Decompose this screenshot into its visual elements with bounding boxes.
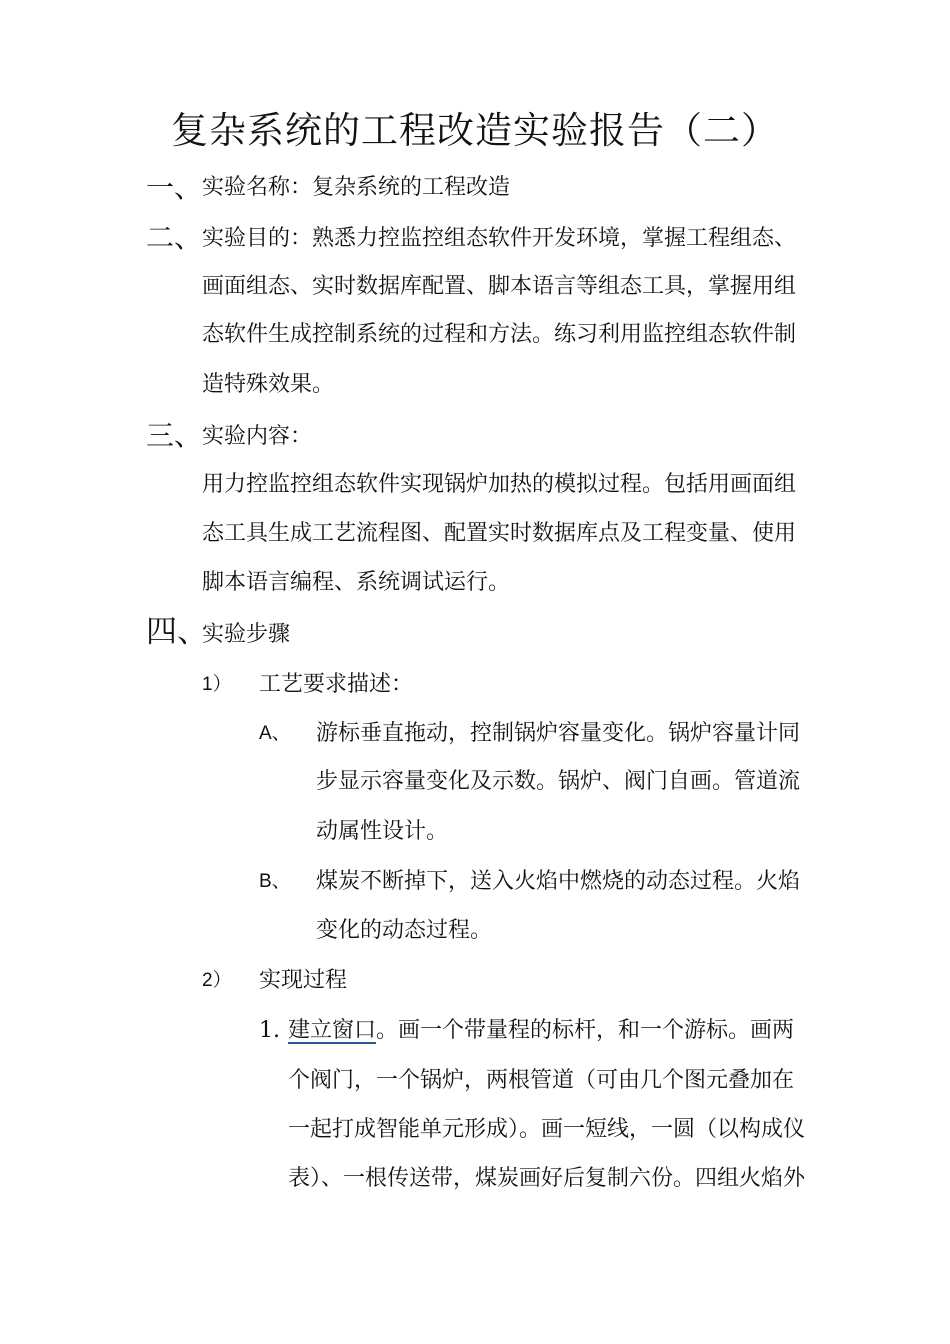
step-2-item-1-first-line [288, 1016, 794, 1046]
item-a-line: 步显示容量变化及示数。锅炉、阀门自画。管道流 [316, 769, 801, 794]
section-3-line: 态工具生成工艺流程图、配置实时数据库点及工程变量、使用 [202, 521, 797, 546]
section-3-number: 三、 [146, 419, 203, 452]
section-1-number: 一、 [146, 171, 203, 204]
item-a-line: 游标垂直拖动，控制锅炉容量变化。锅炉容量计同 [316, 721, 801, 746]
page-title: 复杂系统的工程改造实验报告（二） [171, 109, 779, 152]
step-1-marker: 1） [202, 674, 232, 695]
section-2-line: 实验目的：熟悉力控监控组态软件开发环境，掌握工程组态、 [202, 226, 797, 251]
section-3-line: 脚本语言编程、系统调试运行。 [202, 570, 511, 595]
step-2-item-1-marker: 1. [259, 1018, 280, 1043]
step-2-marker: 2） [202, 970, 232, 991]
section-2-line: 造特殊效果。 [202, 372, 335, 397]
section-2-line: 态软件生成控制系统的过程和方法。练习利用监控组态软件制 [202, 322, 797, 347]
item-b-marker: B、 [259, 871, 291, 892]
section-4-number: 四、 [146, 614, 208, 650]
section-1-text: 实验名称：复杂系统的工程改造 [202, 175, 511, 200]
item-b-line: 变化的动态过程。 [316, 918, 493, 943]
step-2-item-1-first-rest: 。画一个带量程的标杆，和一个游标。画两 [376, 1018, 795, 1043]
step-2-item-1-line: 一起打成智能单元形成）。画一短线，一圆（以构成仪 [288, 1117, 806, 1142]
step-2-item-1-line: 表）、一根传送带，煤炭画好后复制六份。四组火焰外 [288, 1166, 806, 1191]
section-2-number: 二、 [146, 221, 203, 254]
item-a-line: 动属性设计。 [316, 819, 449, 844]
item-b-line: 煤炭不断掉下，送入火焰中燃烧的动态过程。火焰 [316, 869, 801, 894]
step-2-item-1-line: 个阀门，一个锅炉，两根管道（可由几个图元叠加在 [288, 1068, 795, 1093]
section-3-heading: 实验内容： [202, 424, 313, 449]
step-1-text: 工艺要求描述： [259, 672, 414, 697]
step-2-text: 实现过程 [259, 968, 348, 993]
create-window-link[interactable]: 建立窗口 [288, 1018, 377, 1043]
section-4-heading: 实验步骤 [202, 622, 291, 647]
item-a-marker: A、 [259, 723, 291, 744]
section-2-line: 画面组态、实时数据库配置、脚本语言等组态工具，掌握用组 [202, 274, 797, 299]
section-3-line: 用力控监控组态软件实现锅炉加热的模拟过程。包括用画面组 [202, 472, 797, 497]
